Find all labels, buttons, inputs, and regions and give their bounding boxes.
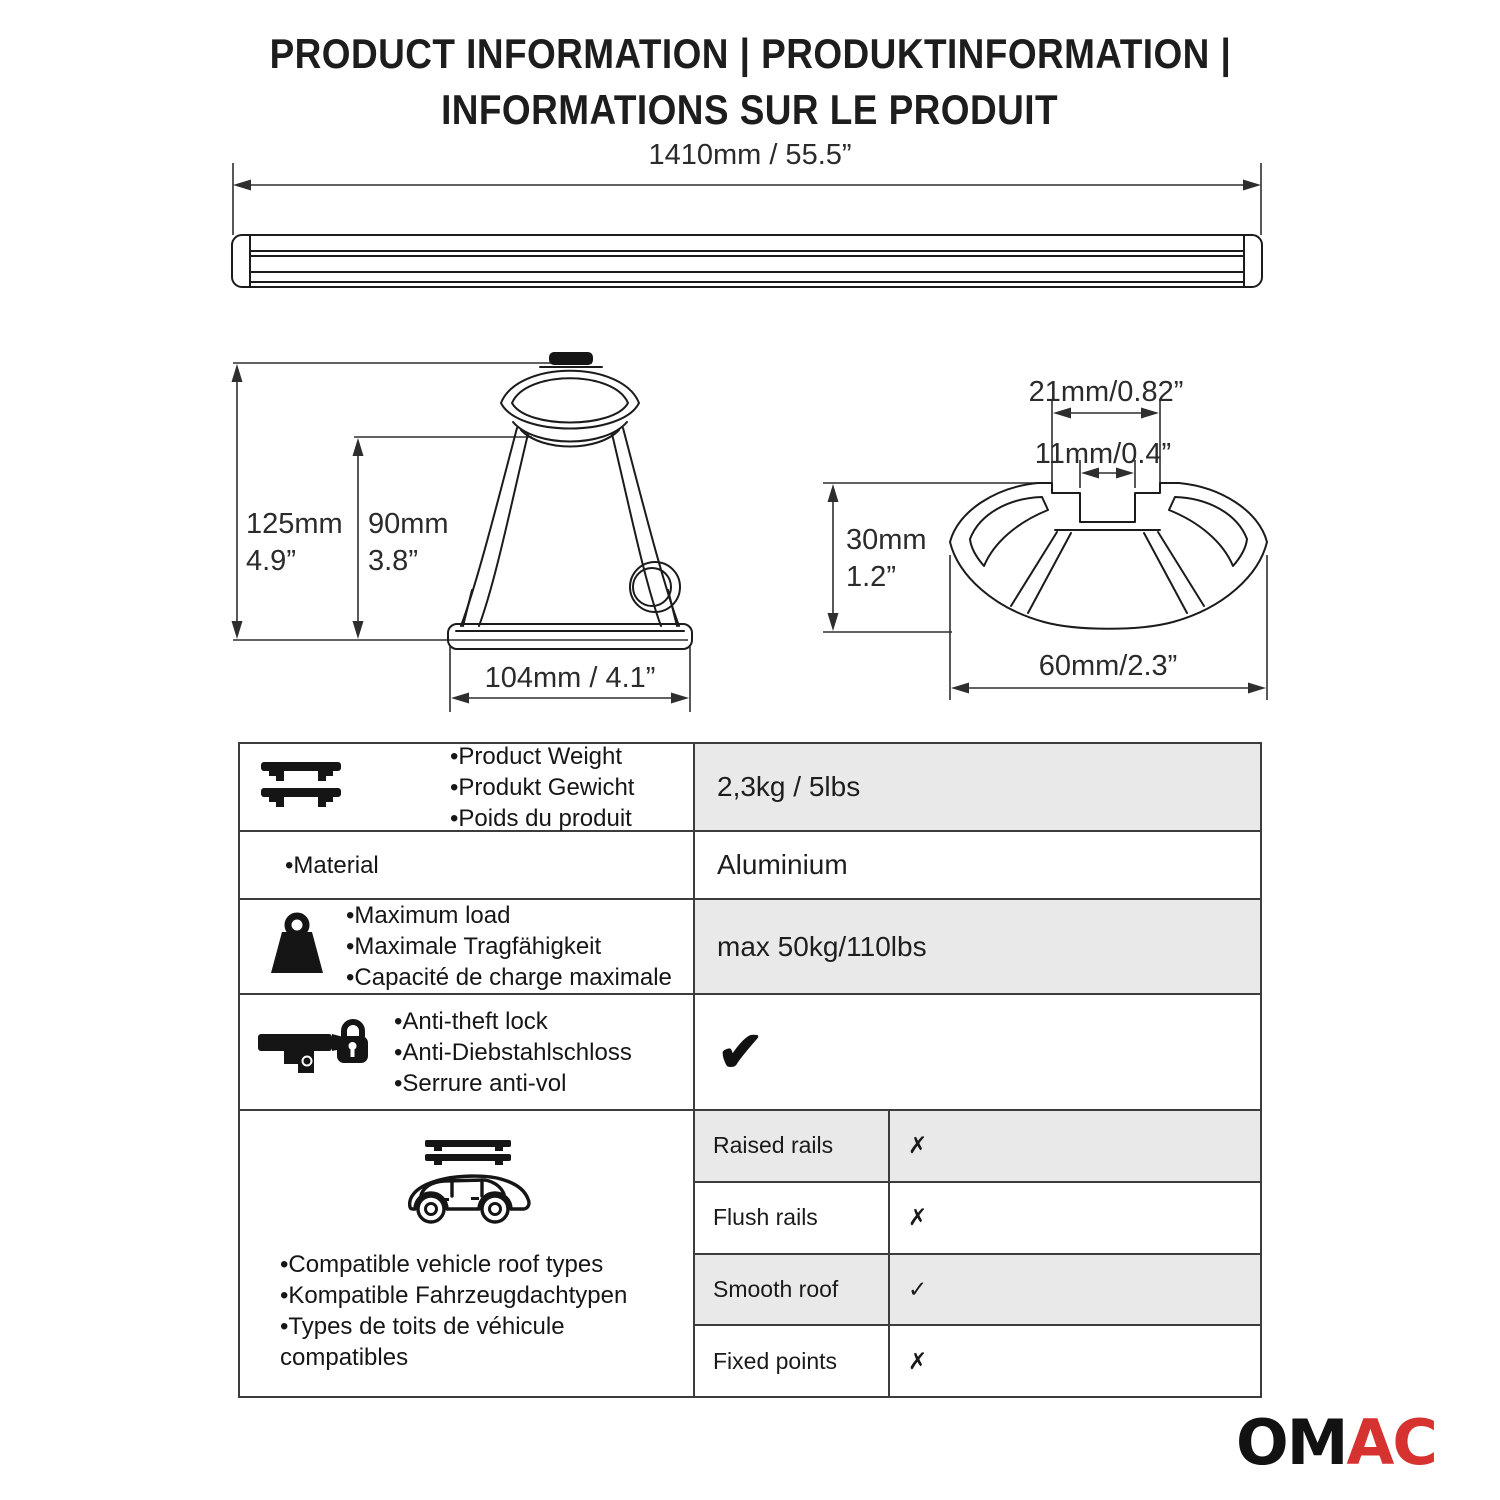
smooth-roof-mark: ✓	[908, 1275, 928, 1302]
anti-theft-labels	[394, 1006, 632, 1099]
crossbar-cross-section-drawing	[810, 370, 1280, 710]
omac-logo	[1236, 1406, 1436, 1479]
label-maximum-load-de: •Maximale Tragfähigkeit	[346, 933, 602, 960]
table-row-anti-theft-lock	[240, 995, 1260, 1111]
smooth-roof-label-cell	[695, 1255, 890, 1325]
smooth-roof-label: Smooth roof	[713, 1275, 839, 1302]
weight-icon	[266, 912, 332, 981]
table-row-roof-types	[240, 1111, 1260, 1396]
label-product-weight-de: •Produkt Gewicht	[450, 773, 635, 801]
sub-row-flush-rails	[695, 1183, 1260, 1255]
product-weight-value: 2,3kg / 5lbs	[717, 771, 861, 802]
label-product-weight-en: •Product Weight	[450, 742, 623, 770]
flush-rails-mark: ✗	[908, 1204, 928, 1231]
roof-rack-bars-icon	[258, 757, 344, 818]
flush-rails-value-cell	[890, 1183, 1260, 1253]
roof-types-sub-table	[695, 1111, 1260, 1396]
car-roof-icon	[397, 1138, 537, 1239]
foot-base-width-dimension-label: 104mm / 4.1”	[484, 662, 656, 694]
label-maximum-load-en: •Maximum load	[346, 902, 511, 929]
anti-theft-value-cell	[695, 995, 1260, 1109]
label-roof-types-de: •Kompatible Fahrzeugdachtypen	[280, 1282, 628, 1309]
page-title-line1: PRODUCT INFORMATION | PRODUKTINFORMATION |	[269, 30, 1231, 77]
roof-types-label-cell	[240, 1111, 695, 1396]
sub-row-raised-rails	[695, 1111, 1260, 1183]
foot-inner-height-dimension-label	[368, 506, 449, 580]
foot-total-height-in: 4.9”	[246, 545, 296, 577]
material-value-cell	[695, 832, 1260, 898]
foot-total-height-mm: 125mm	[246, 508, 343, 540]
maximum-load-labels	[346, 900, 672, 993]
raised-rails-label: Raised rails	[713, 1132, 834, 1159]
page-title	[0, 26, 1500, 138]
raised-rails-mark: ✗	[908, 1132, 928, 1159]
label-maximum-load-fr: •Capacité de charge maximale	[346, 964, 672, 991]
maximum-load-label-cell	[240, 900, 695, 993]
flush-rails-label: Flush rails	[713, 1204, 818, 1231]
omac-logo-black-part: OM	[1236, 1406, 1347, 1479]
table-row-maximum-load	[240, 900, 1260, 995]
flush-rails-label-cell	[695, 1183, 890, 1253]
section-height-mm: 30mm	[846, 524, 927, 556]
label-roof-types-en: •Compatible vehicle roof types	[280, 1251, 604, 1278]
anti-theft-lock-icon	[256, 1014, 368, 1091]
product-weight-value-cell	[695, 744, 1260, 830]
fixed-points-label: Fixed points	[713, 1347, 838, 1374]
material-label-cell	[240, 832, 695, 898]
raised-rails-value-cell	[890, 1111, 1260, 1181]
section-height-dimension-label	[846, 522, 927, 596]
foot-total-height-dimension-label	[246, 506, 343, 580]
product-weight-label-cell	[240, 744, 695, 830]
label-anti-theft-de: •Anti-Diebstahlschloss	[394, 1038, 632, 1066]
table-row-material	[240, 832, 1260, 900]
bar-top-view-drawing	[220, 135, 1280, 305]
omac-logo-red-part: AC	[1346, 1406, 1436, 1479]
maximum-load-value: max 50kg/110lbs	[717, 930, 927, 962]
sub-row-fixed-points	[695, 1326, 1260, 1396]
material-value: Aluminium	[717, 849, 848, 880]
foot-side-view-drawing	[220, 340, 720, 720]
fixed-points-value-cell	[890, 1326, 1260, 1396]
section-inner-slot-dimension-label: 11mm/0.4”	[1034, 438, 1172, 470]
roof-types-labels	[280, 1249, 652, 1373]
anti-theft-check-mark: ✔	[717, 1020, 764, 1083]
foot-inner-height-in: 3.8”	[368, 545, 418, 577]
section-outer-slot-dimension-label: 21mm/0.82”	[1028, 376, 1184, 408]
page-title-line2: INFORMATIONS SUR LE PRODUIT	[441, 86, 1059, 133]
fixed-points-mark: ✗	[908, 1347, 928, 1374]
anti-theft-label-cell	[240, 995, 695, 1109]
raised-rails-label-cell	[695, 1111, 890, 1181]
label-roof-types-fr: •Types de toits de véhicule compatibles	[280, 1313, 565, 1371]
section-height-in: 1.2”	[846, 561, 896, 593]
fixed-points-label-cell	[695, 1326, 890, 1396]
product-weight-labels	[450, 741, 634, 834]
spec-table	[238, 742, 1262, 1398]
sub-row-smooth-roof	[695, 1255, 1260, 1327]
table-row-product-weight	[240, 744, 1260, 832]
bar-length-dimension-label: 1410mm / 55.5”	[648, 139, 852, 171]
foot-inner-height-mm: 90mm	[368, 508, 449, 540]
label-anti-theft-fr: •Serrure anti-vol	[394, 1069, 567, 1097]
label-product-weight-fr: •Poids du produit	[450, 804, 632, 832]
smooth-roof-value-cell	[890, 1255, 1260, 1325]
section-width-dimension-label: 60mm/2.3”	[1038, 650, 1178, 682]
material-label: •Material	[285, 851, 379, 879]
label-anti-theft-en: •Anti-theft lock	[394, 1007, 548, 1035]
maximum-load-value-cell	[695, 900, 1260, 993]
